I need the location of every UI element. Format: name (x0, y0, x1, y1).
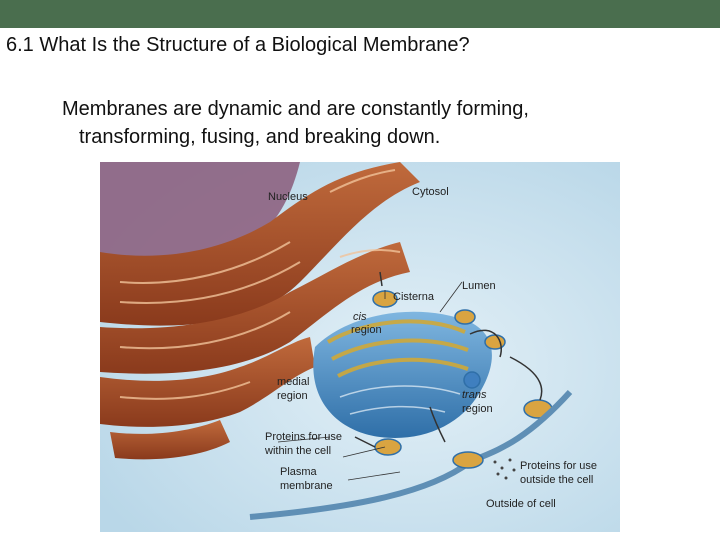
golgi-illustration (100, 162, 620, 532)
label-nucleus: Nucleus (268, 191, 308, 203)
label-proteins-within-1: Proteins for use (265, 431, 343, 443)
secreting-vesicle (453, 452, 483, 468)
label-medial-region: region (277, 390, 308, 402)
slide-title: 6.1 What Is the Structure of a Biological Membrane? (6, 34, 470, 56)
body-text-line-2: transforming, fusing, and breaking down. (79, 126, 441, 148)
label-lumen: Lumen (462, 280, 496, 292)
label-outside-of-cell: Outside of cell (486, 498, 556, 510)
label-cis: cis (353, 311, 367, 323)
title-bar (0, 0, 720, 62)
label-cis-region: region (351, 324, 382, 336)
label-proteins-outside-2: outside the cell (520, 474, 594, 486)
label-cytosol: Cytosol (412, 186, 449, 198)
body-text-line-1: Membranes are dynamic and are constantly forming, (62, 98, 529, 120)
label-trans: trans (462, 389, 487, 401)
label-trans-region: region (462, 403, 493, 415)
label-cisterna: Cisterna (393, 291, 434, 303)
label-proteins-outside-1: Proteins for use (520, 460, 598, 472)
label-membrane: membrane (280, 480, 333, 492)
label-medial: medial (277, 376, 310, 388)
label-proteins-within-2: within the cell (265, 445, 332, 457)
label-plasma: Plasma (280, 466, 317, 478)
